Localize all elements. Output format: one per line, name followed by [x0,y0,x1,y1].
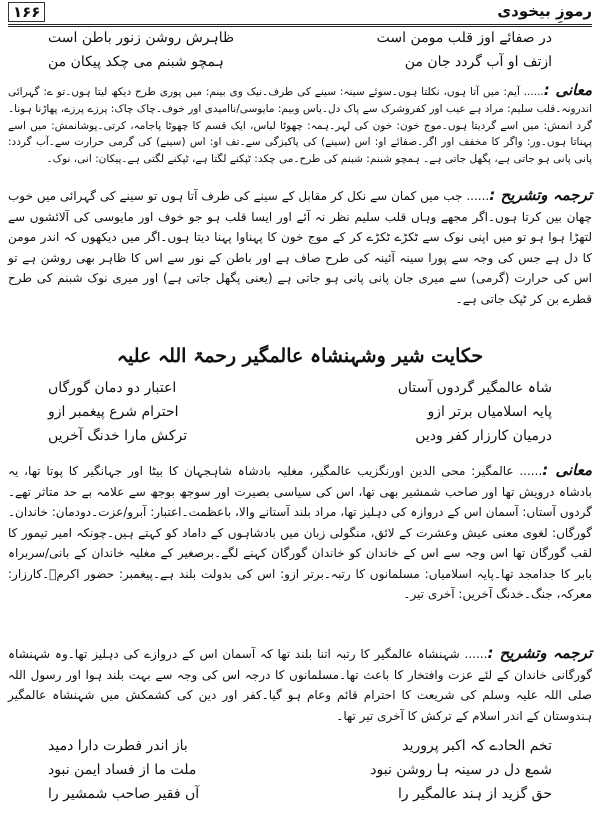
verse-line [48,404,552,420]
verse-hemistich: ملت ما از فساد ایمن نبود [48,762,197,778]
verse-hemistich: شمع دل در سینہ ہا روشن نبود [370,762,552,778]
verse-line [48,762,552,778]
section-heading: حکایت شیر وشہنشاہ عالمگیر رحمۃ اللہ علیہ [116,345,484,367]
verse-hemistich: در صفائے اوز قلب مومن است [376,30,552,46]
page-number: ۱۶۶ [8,2,45,22]
verse-hemistich: ترکش مارا خدنگ آخریں [48,428,188,444]
verse-line [48,54,552,70]
tarjuma-text: ...... شہنشاہ عالمگیر کا رتبہ اتنا بلند تھا کہ آسمان اس کے دروازے کی دہلیز تھا۔وہ شہنشاہ گورگانی خاندان کے لئے عزت وافتخار کا باعث تھا۔مسلمانوں کا درجہ اس کی وجہ سے بہت بلند ہوا اور رسول اللہ صلی اللہ علیہ وسلم کی شریعت کا احترام قائم وعام ہو گیا۔کفر اور دین کی کشمکش میں شہنشاہ عالمگیر ہندوستان کے اندر اسلام کے ترکش کا آخری تیر تھا۔ [8,647,592,723]
tarjuma-label: ترجمہ وتشریح : [487,644,593,662]
verse-hemistich: حق گزید از ہند عالمگیر را [398,786,552,802]
verse-hemistich: درمیان کارزار کفر ودیں [415,428,552,444]
verse-hemistich: تخم الحادے کہ اکبر پرورید [402,738,552,754]
book-page [8,0,592,813]
verse-hemistich: ہمچو شبنم می چکد پیکان من [48,54,224,70]
maani-label: معانی : [542,461,592,479]
verse-hemistich: پایہ اسلامیاں برتر ازو [427,404,552,420]
page-header [8,2,592,27]
verse-line [48,380,552,396]
tarjuma-text: ...... جب میں کمان سے نکل کر مقابل کے سینے کی طرف آتا ہوں تو سینے کی گہرائی میں خوب چھان بین کرتا ہوں۔اگر مجھے وہاں قلب سلیم نظر نہ آئے اور ایسا قلب ہو جو خوف اور مایوسی کی آلائشوں سے لتھڑا ہوا ہو تو میں اپنی نوک سے ٹکڑے ٹکڑے کر کے موج خون کا پہناوا پہنا دیتا ہوں۔اگر میں دیکھوں کہ اندر مومن کا دل ہے جس کی وجہ سے پورا سینہ آئینہ کی طرح صاف ہے اور باطن کے نور سے اس کا ظاہر بھی روشن ہے تو اس کی حرارت (گرمی) سے میری جان پانی پانی ہو جاتی ہے (یعنی پگھل جاتی ہے) اور میری نوک شبنم کی طرح قطرے بن کر ٹپک جاتی ہے۔ [8,189,592,306]
verse-line [48,428,552,444]
tarjuma-label: ترجمہ وتشریح : [489,186,593,204]
verse-hemistich: باز اندر فطرت دارا دمید [48,738,188,754]
maani-text: ...... عالمگیر: محی الدین اورنگزیب عالمگیر، مغلیہ بادشاہ شاہجہان کا بیٹا اور جہانگیر کا پوتا تھا، یہ بادشاہ درویش تھا اور صاحب شمشیر بھی تھا، اس کی سیاسی بصیرت اور سوجھ بوجھ سے علامہ بے حد متاثر تھے۔گردوں آستاں: آسمان اس کے دروازہ کی دہلیز تھا، مراد بلند آستانے والا، باعظمت۔اعتبار: آبرو/عزت۔دودمان: خاندان۔گورگاں: لغوی معنی عیش وعشرت کے لائق، منگولی زبان میں بادشاہوں کے داماد کو کہتے ہیں۔چونکہ امیر تیمور کا لقب گورگان تھا اس وجہ سے اس کے خاندان کو خاندان گورگان کہنے لگے۔برصغیر کے مغلیہ خاندان کے بانی/سربراہ بابر کا جدامجد تھا۔پایہ اسلامیاں: مسلمانوں کا رتبہ۔برتر ازو: اس کی بدولت بلند ہے۔پیغمبر: حضور اکرمؐ۔کارزار: معرکہ، جنگ۔خدنگ آخریں: آخری تیر۔ [8,464,592,601]
verse-hemistich: ظاہرش روشن زنور باطن است [48,30,235,46]
verse-line [48,30,552,46]
verse-line [48,738,552,754]
running-title: رموزِ بیخودی [497,2,592,20]
maani-text: ...... آیم: میں آتا ہوں، نکلتا ہوں۔سوئے سینہ: سینے کی طرف۔نیک وی بینم: میں پوری طرح دیکھ لیتا ہوں۔تو ے: گہرائی اندرونہ۔قلب سلیم: مراد ہے عیب اور کفروشرک سے پاک دل۔یاس وبیم: مایوسی/ناامیدی اور خوف۔چاک چاک: پرزے پرزے، پھاڑنا ہونا۔گرد انمش: میں اسے گردیتا ہوں۔موج خون: خون کی لہر۔ہمہ: چھوٹا لباس، ایک قسم کا چھوٹا پاجامہ، کرتی۔پوشانمش: میں اسے پہناتا ہوں۔ور: واگر کا مخفف اور اگر۔صفائے او: اس (سینے) کی پاکیزگی سے۔تف او: اس (سینے) کی گرمی حرارت سے۔آب گردد: پانی پانی ہو جاتی ہے، پگھل جاتی ہے۔ ہمچو شبنم: شبنم کی طرح۔می چکد: ٹپکنے لگتا ہے، ٹپکنے لگتی ہے۔پیکان: انی، نوک۔ [8,86,592,166]
translation-paragraph [8,643,592,733]
verse-hemistich: اعتبار دو دمان گورگاں [48,380,177,396]
verse-line [48,786,552,802]
glossary-paragraph [8,82,592,182]
translation-paragraph [8,185,592,335]
maani-label: معانی : [543,81,592,99]
glossary-paragraph [8,460,592,640]
verse-hemistich: ازتف او آب گردد جان من [404,54,552,70]
verse-hemistich: آں فقیر صاحب شمشیر را [48,786,200,802]
verse-hemistich: شاہ عالمگیر گردوں آستاں [397,380,552,396]
verse-hemistich: احترام شرع پیغمبر ازو [48,404,179,420]
